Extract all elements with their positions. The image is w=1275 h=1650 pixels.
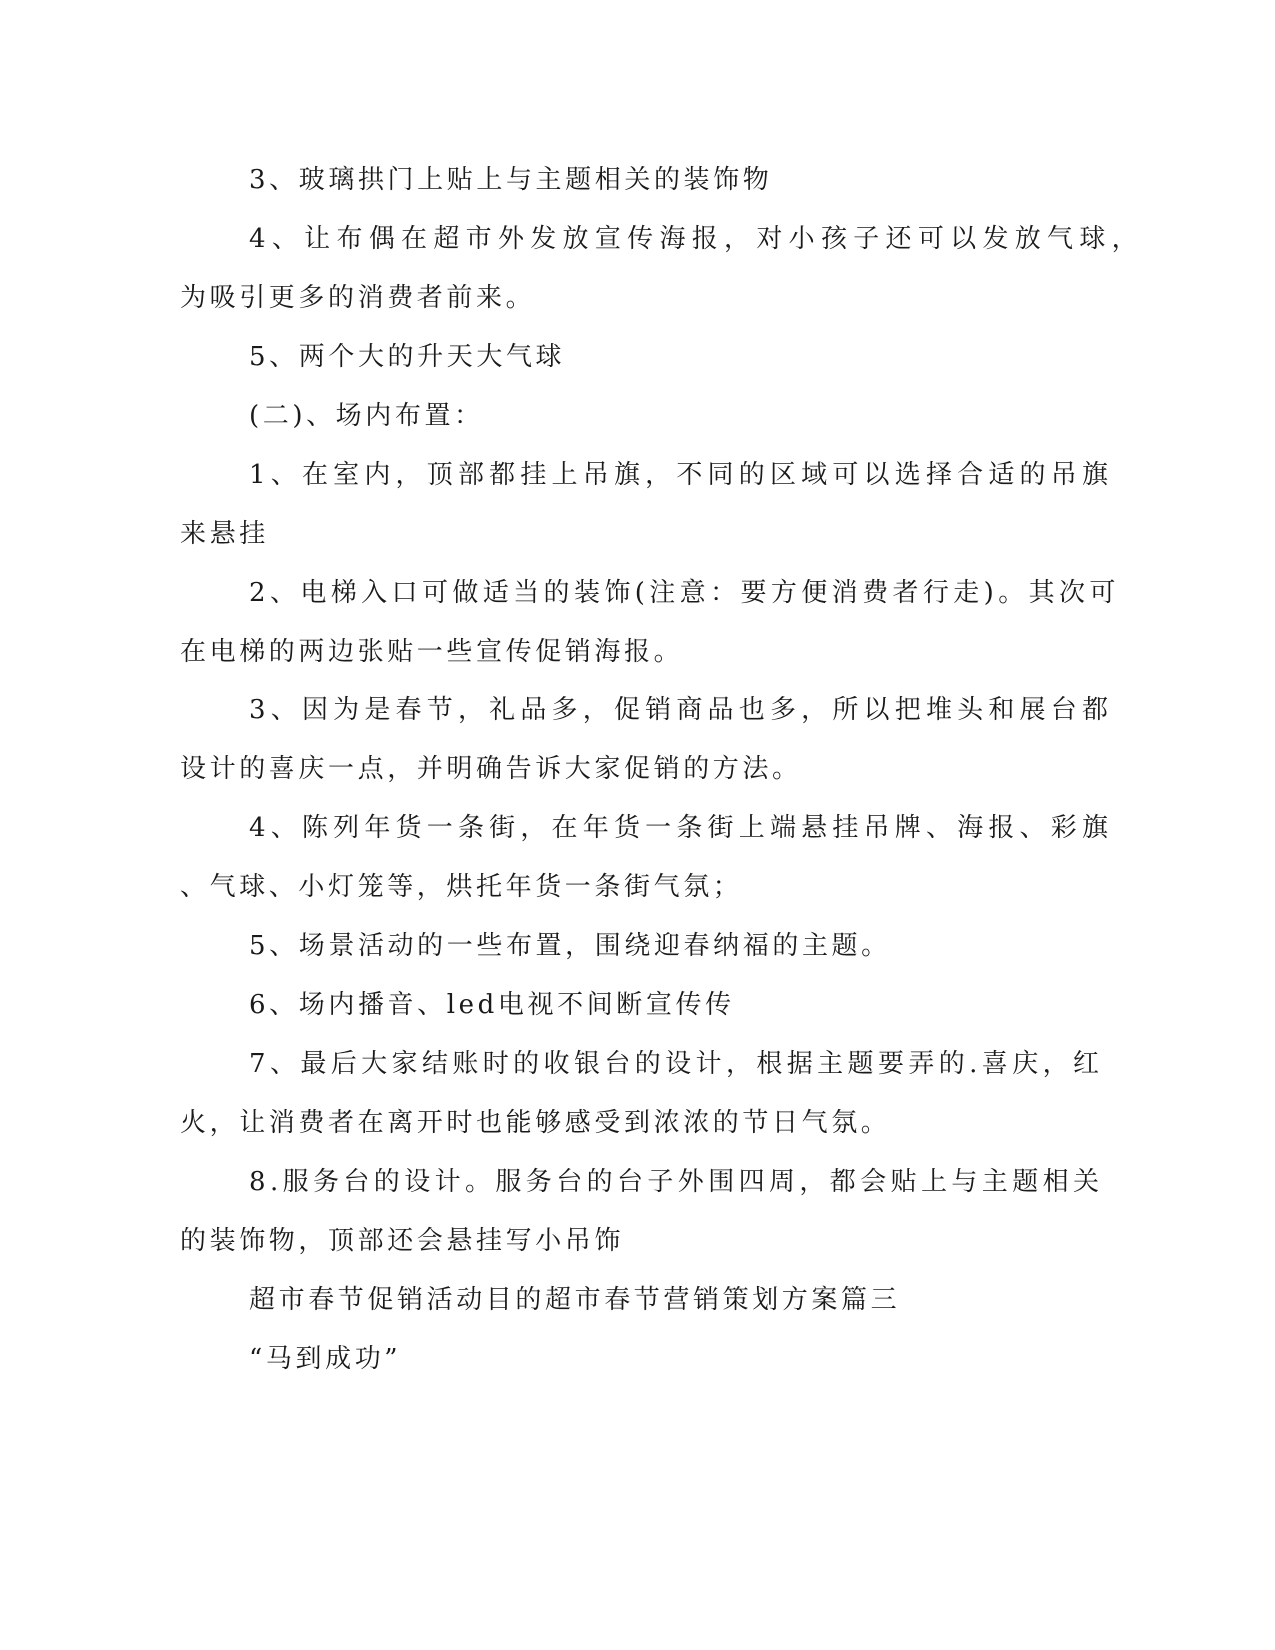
paragraph-line: 2、电梯入口可做适当的装饰(注意：要方便消费者行走)。其次可 (249, 578, 1120, 608)
section-title: 超市春节促销活动目的超市春节营销策划方案篇三 (249, 1285, 901, 1315)
paragraph-line: 5、两个大的升天大气球 (249, 342, 566, 372)
paragraph-line: 的装饰物，顶部还会悬挂写小吊饰 (180, 1226, 625, 1256)
paragraph-line: 设计的喜庆一点，并明确告诉大家促销的方法。 (180, 754, 802, 784)
slogan-line: “马到成功” (249, 1344, 402, 1374)
paragraph-line: 3、因为是春节，礼品多，促销商品也多，所以把堆头和展台都 (249, 695, 1114, 725)
paragraph-line: 为吸引更多的消费者前来。 (180, 283, 536, 313)
paragraph-line: 7、最后大家结账时的收银台的设计，根据主题要弄的.喜庆，红 (249, 1049, 1104, 1079)
paragraph-line: 6、场内播音、led电视不间断宣传传 (249, 990, 735, 1020)
paragraph-line: 火，让消费者在离开时也能够感受到浓浓的节日气氛。 (180, 1108, 891, 1138)
paragraph-line: 来悬挂 (180, 519, 269, 549)
paragraph-line: 5、场景活动的一些布置，围绕迎春纳福的主题。 (249, 931, 891, 961)
paragraph-line: 4、让布偶在超市外发放宣传海报，对小孩子还可以发放气球， (249, 224, 1144, 254)
section-heading: (二)、场内布置： (249, 401, 484, 431)
paragraph-line: 3、玻璃拱门上贴上与主题相关的装饰物 (249, 165, 773, 195)
paragraph-line: 、气球、小灯笼等，烘托年货一条街气氛； (180, 872, 743, 902)
paragraph-line: 在电梯的两边张贴一些宣传促销海报。 (180, 637, 684, 667)
paragraph-line: 8.服务台的设计。服务台的台子外围四周，都会贴上与主题相关 (249, 1167, 1104, 1197)
paragraph-line: 1、在室内，顶部都挂上吊旗，不同的区域可以选择合适的吊旗 (249, 460, 1114, 490)
paragraph-line: 4、陈列年货一条街，在年货一条街上端悬挂吊牌、海报、彩旗 (249, 813, 1114, 843)
